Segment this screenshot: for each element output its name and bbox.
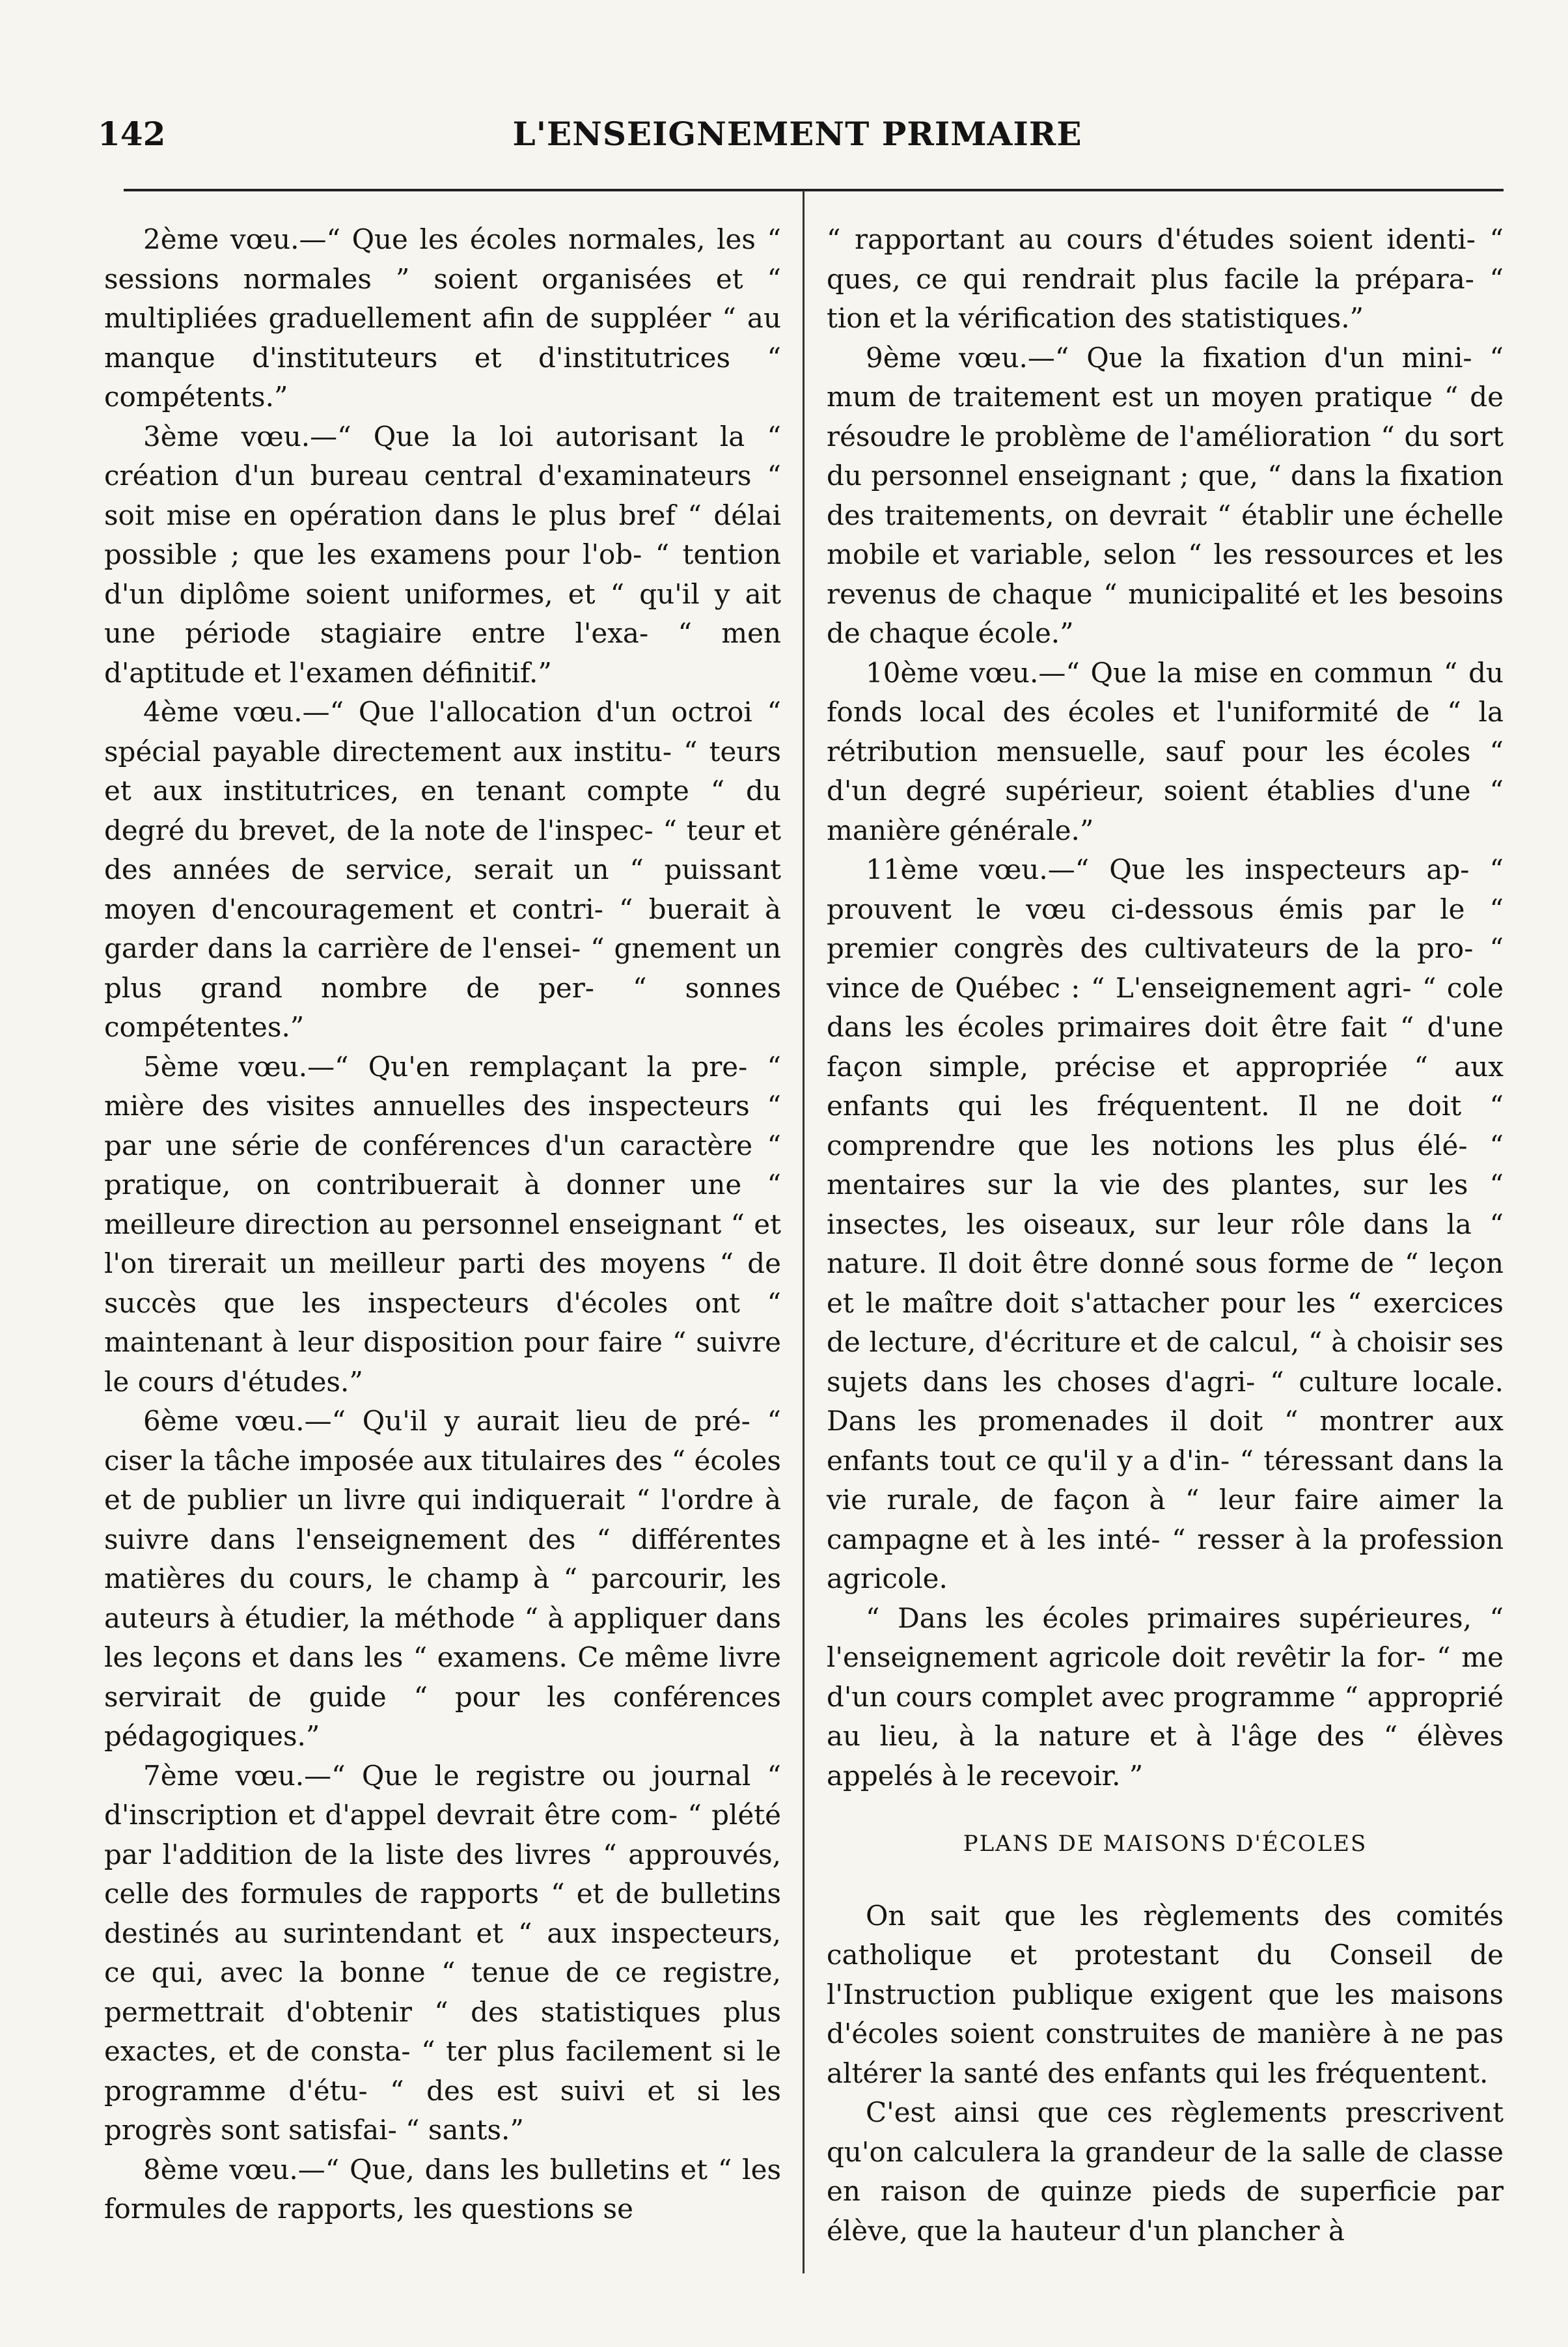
column-divider: [803, 190, 805, 2273]
paragraph: 7ème vœu.—“ Que le registre ou journal “ d'inscription et d'appel devrait être com- “ plété par l'addition de la liste des livres “ approuvés, celle des formules de rapports “ et de bulletins destinés au surintendant et “ aux inspecteurs, ce qui, avec la bonne “ tenue de ce registre, permettrait d'obtenir “ des statistiques plus exactes, et de consta- “ ter plus facilement si le programme d'étu- “ des est suivi et si les progrès sont satisfai- “ sants.”: [104, 1759, 781, 2146]
paragraph: 6ème vœu.—“ Qu'il y aurait lieu de pré- “ ciser la tâche imposée aux titulaires des “ écoles et de publier un livre qui indiquerait “ l'ordre à suivre dans l'enseignement des “ différentes matières du cours, le champ à “ parcourir, les auteurs à étudier, la méthode “ à appliquer dans les leçons et dans les “ examens. Ce même livre servirait de guide “ pour les conférences pédagogiques.”: [104, 1405, 781, 1752]
page-number: 142: [98, 115, 166, 153]
paragraph: 8ème vœu.—“ Que, dans les bulletins et “ les formules de rapports, les questions se: [104, 2153, 781, 2225]
paragraph: On sait que les règlements des comités catholique et protestant du Conseil de l'Instruction publique exigent que les maisons d'écoles soient construites de manière à ne pas altérer la santé des enfants qui les fréquentent.: [827, 1899, 1504, 2089]
left-column: [104, 220, 781, 2229]
running-title: L'ENSEIGNEMENT PRIMAIRE: [512, 115, 1082, 153]
paragraph: 2ème vœu.—“ Que les écoles normales, les “ sessions normales ” soient organisées et “ multipliées graduellement afin de suppléer “ au manque d'instituteurs et d'institutrices “ compétents.”: [104, 223, 781, 413]
paragraph: 9ème vœu.—“ Que la fixation d'un mini- “ mum de traitement est un moyen pratique “ de résoudre le problème de l'amélioration “ du sort du personnel enseignant ; que, “ dans la fixation des traitements, on devrait “ établir une échelle mobile et variable, selon “ les ressources et les revenus de chaque “ municipalité et les besoins de chaque école.”: [827, 341, 1504, 649]
right-column: [827, 220, 1504, 2251]
paragraph: 11ème vœu.—“ Que les inspecteurs ap- “ prouvent le vœu ci-dessous émis par le “ premier congrès des cultivateurs de la pro- “ vince de Québec : “ L'enseignement agri- “ cole dans les écoles primaires doit être fait “ d'une façon simple, précise et appropriée “ aux enfants qui les fréquentent. Il ne doit “ comprendre que les notions les plus élé- “ mentaires sur la vie des plantes, sur les “ insectes, les oiseaux, sur leur rôle dans la “ nature. Il doit être donné sous forme de “ leçon et le maître doit s'attacher pour les “ exercices de lecture, d'écriture et de calcul, “ à choisir ses sujets dans les choses d'agri- “ culture locale. Dans les promenades il doit “ montrer aux enfants tout ce qu'il y a d'in- “ téressant dans la vie rurale, de façon à “ leur faire aimer la campagne et à les inté- “ resser à la profession agricole.: [827, 854, 1504, 1594]
paragraph: 5ème vœu.—“ Qu'en remplaçant la pre- “ mière des visites annuelles des inspecteurs “ par une série de conférences d'un caractère “ pratique, on contribuerait à donner une “ meilleure direction au personnel enseignant “ et l'on tirerait un meilleur parti des moyens “ de succès que les inspecteurs d'écoles ont “ maintenant à leur disposition pour faire “ suivre le cours d'études.”: [104, 1050, 781, 1398]
paragraph: 4ème vœu.—“ Que l'allocation d'un octroi “ spécial payable directement aux institu- “ teurs et aux institutrices, en tenant compte “ du degré du brevet, de la note de l'inspec- “ teur et des années de service, serait un “ puissant moyen d'encouragement et contri- “ buerait à garder dans la carrière de l'ensei- “ gnement un plus grand nombre de per- “ sonnes compétentes.”: [104, 696, 781, 1043]
paragraph: C'est ainsi que ces règlements prescrivent qu'on calculera la grandeur de la salle de classe en raison de quinze pieds de superficie par élève, que la hauteur d'un plancher à: [827, 2096, 1504, 2247]
paragraph: 10ème vœu.—“ Que la mise en commun “ du fonds local des écoles et l'uniformité de “ la rétribution mensuelle, sauf pour les écoles “ d'un degré supérieur, soient établies d'une “ manière générale.”: [827, 656, 1504, 846]
header-rule: [124, 189, 1504, 191]
page-header: [98, 115, 1497, 160]
paragraph: “ rapportant au cours d'études soient identi- “ ques, ce qui rendrait plus facile la prépara- “ tion et la vérification des statistiques.”: [827, 223, 1504, 334]
section-heading: PLANS DE MAISONS D'ÉCOLES: [963, 1831, 1368, 1857]
paragraph: “ Dans les écoles primaires supérieures, “ l'enseignement agricole doit revêtir la for- “ me d'un cours complet avec programme “ approprié au lieu, à la nature et à l'âge des “ élèves appelés à le recevoir. ”: [827, 1602, 1504, 1792]
paragraph: 3ème vœu.—“ Que la loi autorisant la “ création d'un bureau central d'examinateurs “ soit mise en opération dans le plus bref “ délai possible ; que les examens pour l'ob- “ tention d'un diplôme soient uniformes, et “ qu'il y ait une période stagiaire entre l'exa- “ men d'aptitude et l'examen définitif.”: [104, 420, 781, 689]
